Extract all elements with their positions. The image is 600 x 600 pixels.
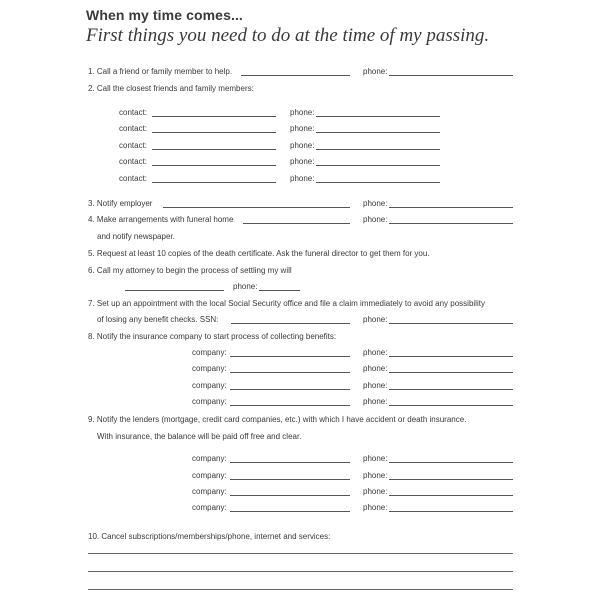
item-10-text: 10. Cancel subscriptions/memberships/phone, internet and services: [88,532,331,541]
phone-label: phone: [363,503,388,512]
item-5-text: 5. Request at least 10 copies of the death certificate. Ask the funeral director to get them for you. [88,249,430,258]
phone-label: phone: [363,364,388,373]
contact-line[interactable] [152,165,276,166]
item-2-text: 2. Call the closest friends and family members: [88,84,254,93]
phone-label: phone: [363,348,388,357]
phone-label: phone: [363,471,388,480]
phone-line[interactable] [316,165,440,166]
contact-line[interactable] [152,182,276,183]
company-line[interactable] [230,372,350,373]
item-1-phone-label: phone: [363,67,388,76]
item-6-phone-label: phone: [233,282,258,291]
contact-label: contact: [119,108,148,117]
item-7-text: 7. Set up an appointment with the local Social Security office and file a claim immediately to avoid any possibility [88,299,485,308]
item-3-name-line[interactable] [163,207,350,208]
company-label: company: [192,487,227,496]
contact-label: contact: [119,141,148,150]
phone-line[interactable] [389,511,513,512]
company-line[interactable] [230,462,350,463]
company-line[interactable] [230,405,350,406]
services-line[interactable] [88,589,513,590]
contact-label: contact: [119,174,148,183]
company-label: company: [192,454,227,463]
page-subtitle: First things you need to do at the time of my passing. [86,25,490,46]
item-4-phone-line[interactable] [389,223,513,224]
contact-line[interactable] [152,116,276,117]
page-title: When my time comes... [86,7,243,23]
item-4-continuation: and notify newspaper. [97,232,175,241]
contact-line[interactable] [152,132,276,133]
ssn-line[interactable] [231,323,350,324]
services-line[interactable] [88,571,513,572]
item-9-continuation: With insurance, the balance will be paid off free and clear. [97,432,302,441]
item-6-name-line[interactable] [125,290,224,291]
phone-line[interactable] [316,116,440,117]
phone-label: phone: [290,108,315,117]
company-line[interactable] [230,389,350,390]
phone-label: phone: [290,157,315,166]
item-9-text: 9. Notify the lenders (mortgage, credit card companies, etc.) with which I have accident or death insurance. [88,415,467,424]
services-line[interactable] [88,553,513,554]
company-line[interactable] [230,495,350,496]
item-8-text: 8. Notify the insurance company to start process of collecting benefits: [88,332,337,341]
phone-line[interactable] [316,149,440,150]
phone-label: phone: [290,141,315,150]
contact-line[interactable] [152,149,276,150]
phone-line[interactable] [389,389,513,390]
item-4-name-line[interactable] [243,223,350,224]
item-6-phone-line[interactable] [259,290,300,291]
item-4-phone-label: phone: [363,215,388,224]
company-label: company: [192,397,227,406]
contact-label: contact: [119,157,148,166]
phone-line[interactable] [389,462,513,463]
item-3-phone-label: phone: [363,199,388,208]
phone-label: phone: [290,174,315,183]
phone-label: phone: [363,487,388,496]
item-1-name-line[interactable] [241,75,350,76]
phone-label: phone: [363,454,388,463]
item-4-text: 4. Make arrangements with funeral home [88,215,234,224]
item-7-phone-line[interactable] [389,323,513,324]
company-label: company: [192,471,227,480]
item-3-text: 3. Notify employer [88,199,153,208]
phone-label: phone: [363,381,388,390]
company-label: company: [192,503,227,512]
company-label: company: [192,364,227,373]
phone-label: phone: [290,124,315,133]
item-7-continuation: of losing any benefit checks. SSN: [97,315,219,324]
phone-line[interactable] [389,372,513,373]
company-line[interactable] [230,356,350,357]
phone-line[interactable] [316,182,440,183]
item-1-text: 1. Call a friend or family member to help. [88,67,233,76]
phone-line[interactable] [389,356,513,357]
phone-line[interactable] [316,132,440,133]
phone-line[interactable] [389,495,513,496]
company-line[interactable] [230,511,350,512]
phone-label: phone: [363,397,388,406]
phone-line[interactable] [389,405,513,406]
item-7-phone-label: phone: [363,315,388,324]
phone-line[interactable] [389,479,513,480]
item-6-text: 6. Call my attorney to begin the process of settling my will [88,266,292,275]
company-label: company: [192,381,227,390]
company-label: company: [192,348,227,357]
contact-label: contact: [119,124,148,133]
item-3-phone-line[interactable] [389,207,513,208]
item-1-phone-line[interactable] [389,75,513,76]
company-line[interactable] [230,479,350,480]
